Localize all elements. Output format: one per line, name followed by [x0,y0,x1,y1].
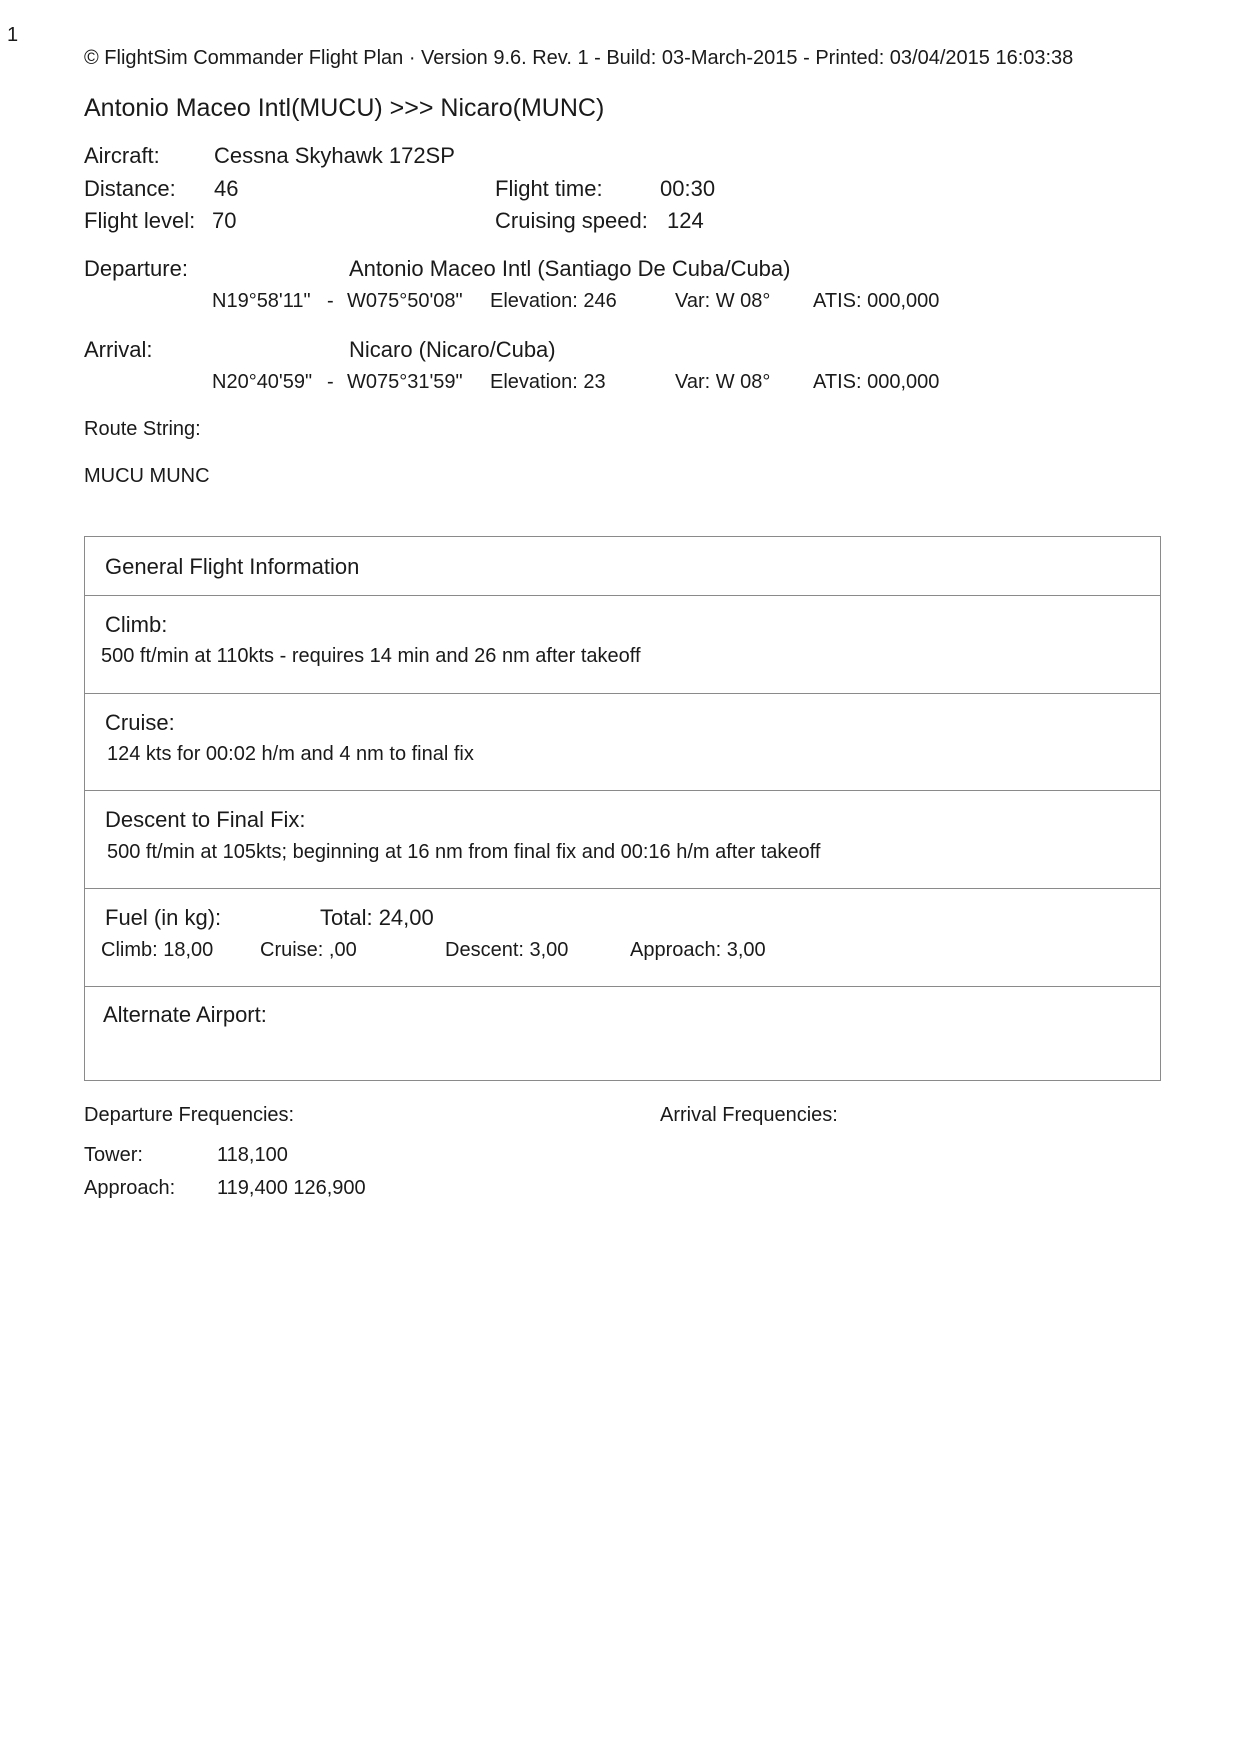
tower-frequency: 118,100 [217,1144,288,1166]
departure-variation: Var: W 08° [675,290,771,312]
fuel-descent: Descent: 3,00 [445,939,569,961]
arrival-coord-separator: - [327,371,334,393]
route-string-value: MUCU MUNC [84,465,210,487]
arrival-frequencies-label: Arrival Frequencies: [660,1104,838,1126]
tower-label: Tower: [84,1144,143,1166]
aircraft-value: Cessna Skyhawk 172SP [214,143,455,168]
departure-label: Departure: [84,256,188,281]
arrival-elevation: Elevation: 23 [490,371,606,393]
divider [85,595,1160,596]
arrival-atis: ATIS: 000,000 [813,371,940,393]
fuel-total: Total: 24,00 [320,905,434,930]
approach-frequencies: 119,400 126,900 [217,1177,366,1199]
route-title: Antonio Maceo Intl(MUCU) >>> Nicaro(MUNC) [84,94,605,122]
page-number: 1 [7,24,19,46]
climb-text: 500 ft/min at 110kts - requires 14 min and 26 nm after takeoff [101,645,641,667]
flight-time-value: 00:30 [660,176,716,201]
descent-label: Descent to Final Fix: [105,807,306,832]
approach-label: Approach: [84,1177,176,1199]
arrival-latitude: N20°40'59" [212,371,313,393]
distance-label: Distance: [84,176,176,201]
arrival-longitude: W075°31'59" [347,371,463,393]
divider [85,693,1160,694]
arrival-label: Arrival: [84,337,153,362]
aircraft-label: Aircraft: [84,143,160,168]
arrival-variation: Var: W 08° [675,371,771,393]
departure-frequencies-label: Departure Frequencies: [84,1104,295,1126]
fuel-climb: Climb: 18,00 [101,939,214,961]
departure-coord-separator: - [327,290,334,312]
cruising-speed-label: Cruising speed: [495,208,648,233]
cruise-text: 124 kts for 00:02 h/m and 4 nm to final fix [107,743,474,765]
alternate-airport-label: Alternate Airport: [103,1002,267,1027]
fuel-label: Fuel (in kg): [105,905,222,930]
climb-label: Climb: [105,612,168,637]
distance-value: 46 [214,176,239,201]
route-string-label: Route String: [84,418,201,440]
arrival-airport-name: Nicaro (Nicaro/Cuba) [349,337,556,362]
departure-latitude: N19°58'11" [212,290,311,312]
departure-airport-name: Antonio Maceo Intl (Santiago De Cuba/Cuba) [349,256,791,281]
fuel-cruise: Cruise: ,00 [260,939,357,961]
departure-elevation: Elevation: 246 [490,290,617,312]
divider [85,790,1160,791]
descent-text: 500 ft/min at 105kts; beginning at 16 nm from final fix and 00:16 h/m after takeoff [107,841,821,863]
flight-level-value: 70 [212,208,237,233]
divider [85,986,1160,987]
cruise-label: Cruise: [105,710,175,735]
flight-time-label: Flight time: [495,176,603,201]
fuel-approach: Approach: 3,00 [630,939,766,961]
general-info-title: General Flight Information [105,554,360,579]
cruising-speed-value: 124 [667,208,704,233]
departure-longitude: W075°50'08" [347,290,463,312]
divider [85,888,1160,889]
flight-level-label: Flight level: [84,208,196,233]
departure-atis: ATIS: 000,000 [813,290,940,312]
general-flight-info-box [84,536,1161,1081]
document-header: © FlightSim Commander Flight Plan · Version 9.6. Rev. 1 - Build: 03-March-2015 - Printed: 03/04/2015 16:03:38 [84,47,1074,69]
